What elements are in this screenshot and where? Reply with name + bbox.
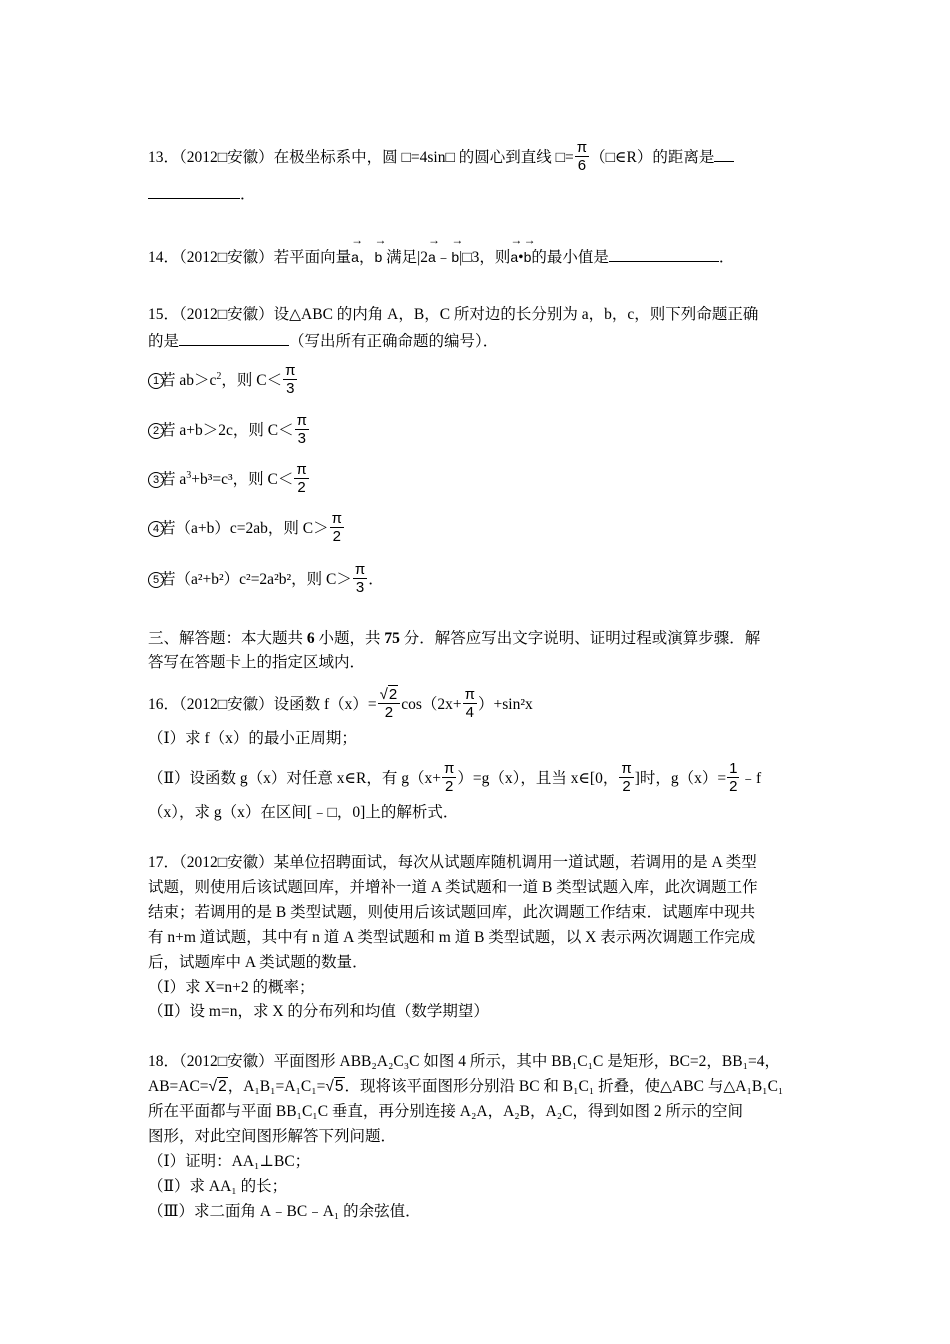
q15-line1: 15．（2012□安徽）设△ABC 的内角 A，B，C 所对边的长分别为 a，b，c，则下列命题正确	[148, 306, 759, 323]
q15-item-5: 5若（a²+b²）c²=2a²b²，则 C＞ $\frac{\pi}{3}$ ．	[148, 563, 384, 598]
answer-blank	[714, 145, 734, 162]
q16-part1: （Ⅰ）求 f（x）的最小正周期；	[148, 730, 357, 747]
q16-line1: 16．（2012□安徽）设函数 f（x）= $\frac{√2}{2}$ cos（2x+ $\frac{\pi}{4}$ ）+sin²x	[148, 686, 533, 721]
q15-item-1: 1若 $ab>c^2$，则 C＜ $\frac{\pi}{3}$	[148, 364, 298, 399]
q15-item-2: 2若 a+b＞2c，则 C＜ $\frac{\pi}{3}$	[148, 414, 310, 449]
vector-a: → a	[510, 240, 518, 268]
q17-line2: 试题，则使用后该试题回库，并增补一道 A 类试题和一道 B 类型试题入库，此次调题工作	[148, 879, 758, 896]
answer-blank	[148, 182, 240, 199]
q15-line2: 的是 （写出所有正确命题的编号）．	[148, 329, 498, 353]
q17-line1: 17．（2012□安徽）某单位招聘面试，每次从试题库随机调用一道试题，若调用的是 A 类型	[148, 854, 757, 871]
fraction: $\frac{\pi}{6}$	[576, 139, 588, 174]
q17-line3: 结束；若调用的是 B 类型试题，则使用后该试题回库，此次调题工作结束．试题库中现共	[148, 904, 756, 921]
q17-part2: （Ⅱ）设 m=n，求 X 的分布列和均值（数学期望）	[148, 1003, 489, 1020]
q15-item-3: 3若 $a^3+b^3=c^3$，则 C＜ $\frac{\pi}{2}$	[148, 463, 310, 498]
answer-blank	[179, 329, 289, 346]
q18-line2: AB=AC=√2，A₁B₁=A₁C₁=√5．现将该平面图形分别沿 BC 和 B₁C₁ 折叠，使△ABC 与△A₁B₁C₁	[148, 1078, 784, 1095]
q18-part2: （Ⅱ）求 AA₁ 的长；	[148, 1178, 288, 1195]
vector-a: → a	[351, 240, 359, 268]
q15-item-4: 4若（a+b）c=2ab，则 C＞ $\frac{\pi}{2}$	[148, 512, 345, 547]
q13-line2: ．	[148, 182, 256, 206]
vector-b: → b	[374, 240, 382, 268]
q17-line5: 后，试题库中 A 类试题的数量．	[148, 954, 368, 971]
answer-blank	[609, 245, 719, 262]
section3-line2: 答写在答题卡上的指定区域内．	[148, 654, 366, 671]
vector-b: → b	[524, 240, 532, 268]
q18-line3: 所在平面都与平面 BB₁C₁C 垂直，再分别连接 A₂A，A₂B，A₂C，得到如图 2 所示的空间	[148, 1103, 743, 1120]
q16-part2-cont: （x），求 g（x）在区间[﹣□，0]上的解析式．	[148, 804, 459, 821]
q17-line4: 有 n+m 道试题，其中有 n 道 A 类型试题和 m 道 B 类型试题，以 X 表示两次调题工作完成	[148, 929, 756, 946]
vector-a: → a	[428, 240, 436, 268]
q16-part2: （Ⅱ）设函数 g（x）对任意 x∈R，有 g（x+ $\frac{\pi}{2}$ ）=g（x），且当 x∈[0， $\frac{\pi}{2}$ ]时，g（x）= $\frac{1}{2}$ ﹣f	[148, 760, 762, 795]
section3-line1: 三、解答题：本大题共 6 小题，共 75 分．解答应写出文字说明、证明过程或演算步骤．解	[148, 630, 761, 647]
vector-b: → b	[451, 240, 459, 268]
q18-line1: 18．（2012□安徽）平面图形 ABB₂A₂C₃C 如图 4 所示，其中 BB₁C₁C 是矩形，BC=2，BB₁=4，	[148, 1053, 780, 1070]
q17-part1: （Ⅰ）求 X=n+2 的概率；	[148, 979, 315, 996]
q18-part3: （Ⅲ）求二面角 A﹣BC﹣A₁ 的余弦值．	[148, 1203, 421, 1220]
q18-line4: 图形，对此空间图形解答下列问题．	[148, 1128, 397, 1145]
q14-line: 14．（2012□安徽）若平面向量→ a，→ b 满足|2→ a﹣→ b|□3，则→ a•→ b的最小值是 ．	[148, 240, 734, 269]
q13-line1: 13．（2012□安徽）在极坐标系中，圆 □=4sin□ 的圆心到直线 □= $\frac{\pi}{6}$ （□∈R）的距离是	[148, 141, 734, 176]
q18-part1: （Ⅰ）证明：AA₁⊥BC；	[148, 1153, 311, 1170]
